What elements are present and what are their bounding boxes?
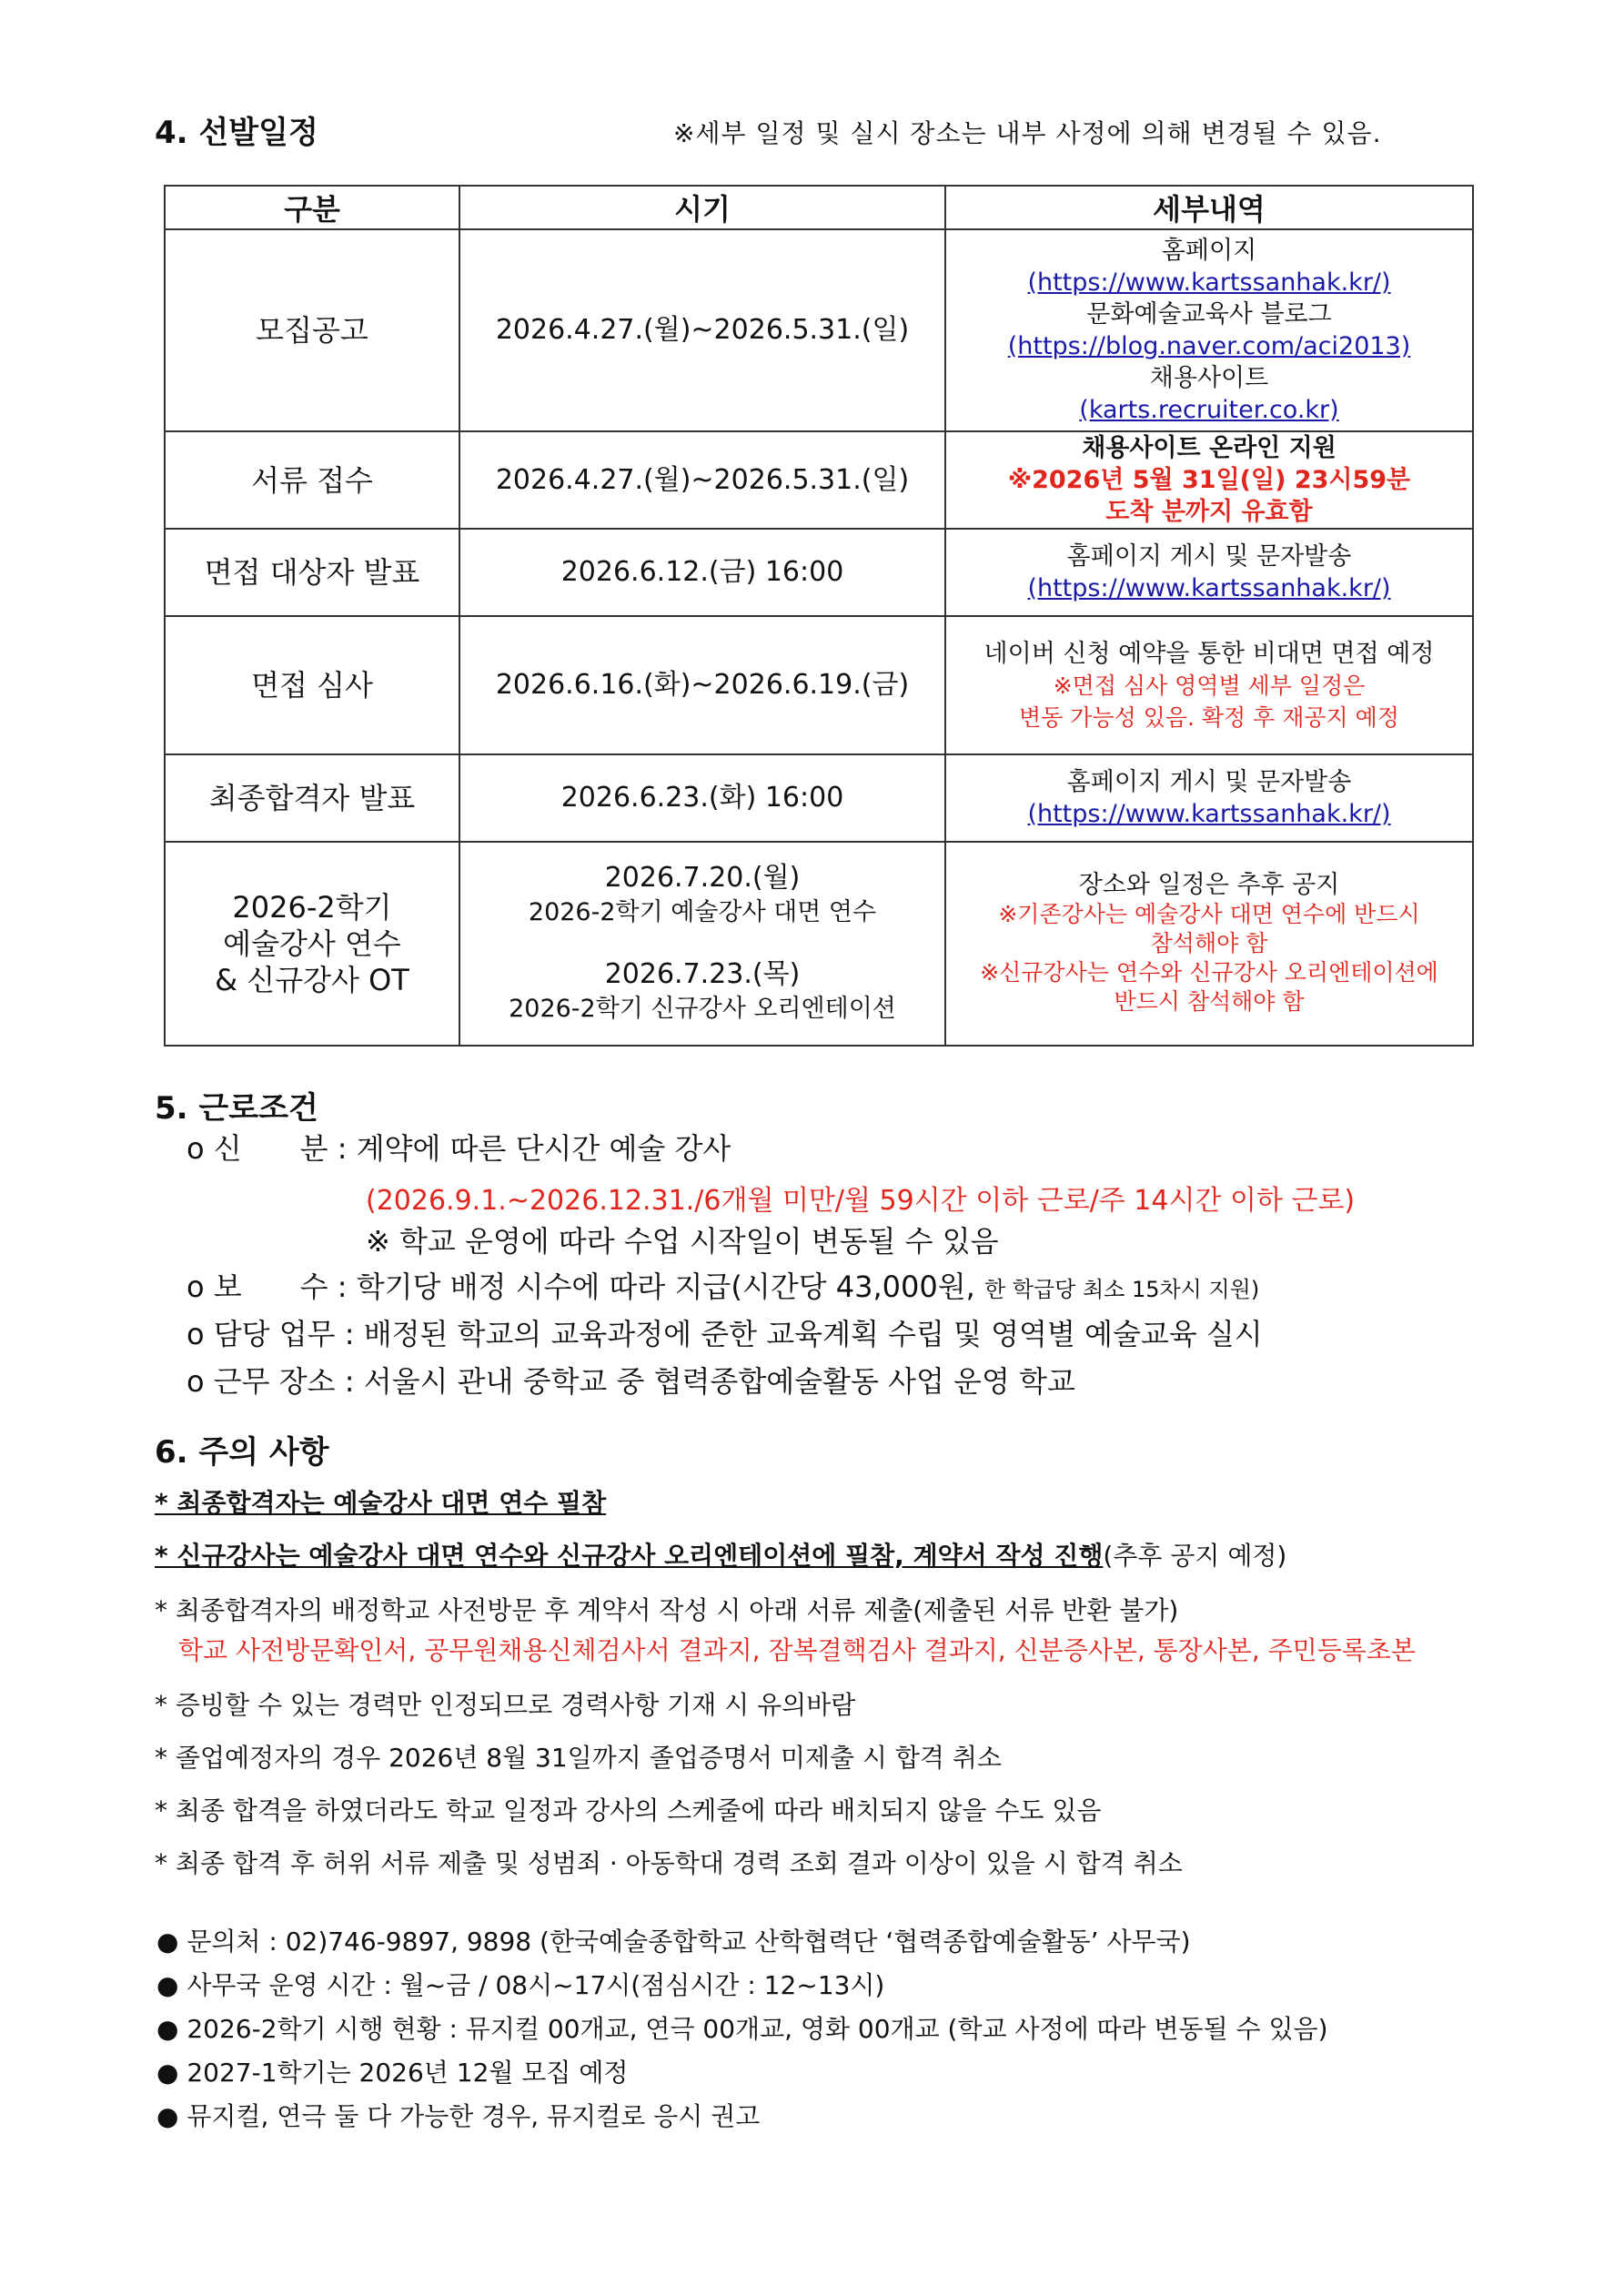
details-line: ※면접 심사 영역별 세부 일정은 [1053,672,1366,699]
details-line: 채용사이트 [1149,364,1269,392]
category-line: 면접 대상자 발표 [204,555,420,590]
details-line: 도착 분까지 유효함 [1105,498,1313,526]
schedule-details [945,431,1473,529]
employment-status-text: 계약에 따른 단시간 예술 강사 [356,1131,731,1166]
details-line: 채용사이트 온라인 지원 [1082,434,1337,462]
contact-info: ● 문의처 : 02)746-9897, 9898 (한국예술종합학교 산학협력단 ‘협력종합예술활동’ 사무국) [156,1927,1191,1957]
schedule-category [165,431,459,529]
employment-status-line [187,1128,731,1168]
category-line: 최종합격자 발표 [208,781,416,815]
period-line: 2026-2학기 신규강사 오리엔테이션 [509,995,896,1023]
category-line: 모집공고 [256,313,368,348]
details-line: ※2026년 5월 31일(일) 23시59분 [1007,466,1411,494]
next-recruitment: ● 2027-1학기는 2026년 12월 모집 예정 [156,2058,629,2088]
schedule-category [165,229,459,431]
category-line: 면접 심사 [251,668,373,703]
schedule-category [165,754,459,842]
workplace-line: o 근무 장소 : 서울시 관내 중학교 중 협력종합예술활동 사업 운영 학교 [187,1364,1075,1399]
section4-title: 4. 선발일정 [155,115,318,151]
details-line: 홈페이지 [1161,237,1257,265]
employment-period: (2026.9.1.~2026.12.31./6개월 미만/월 59시간 이하 근로/주 14시간 이하 근로) [366,1185,1356,1217]
header-category: 구분 [165,186,459,229]
header-period: 시기 [459,186,945,229]
details-line: 문화예술교육사 블로그 [1086,300,1332,329]
pay-text: 학기당 배정 시수에 따라 지급(시간당 43,000원, [356,1269,984,1304]
implementation-status: ● 2026-2학기 시행 현황 : 뮤지컬 00개교, 연극 00개교, 영화 00개교 (학교 사정에 따라 변동될 수 있음) [156,2014,1328,2044]
pay-small-note: 한 학급당 최소 15차시 지원) [983,1277,1260,1302]
period-line: 2026-2학기 예술강사 대면 연수 [528,898,877,926]
schedule-category [165,842,459,1046]
table-row [165,229,1473,431]
schedule-category [165,616,459,754]
schedule-category [165,529,459,616]
office-hours: ● 사무국 운영 시간 : 월~금 / 08시~17시(점심시간 : 12~13시) [156,1970,885,2000]
details-line: 홈페이지 게시 및 문자발송 [1066,542,1352,571]
schedule-table [164,185,1474,1047]
section6-title: 6. 주의 사항 [155,1434,329,1471]
start-date-note: ※ 학교 운영에 따라 수업 시작일이 변동될 수 있음 [366,1224,999,1259]
caution-item-4: * 증빙할 수 있는 경력만 인정되므로 경력사항 기재 시 유의바람 [155,1690,856,1720]
schedule-period [459,529,945,616]
details-link[interactable]: (https://www.kartssanhak.kr/) [1027,268,1391,297]
table-row [165,842,1473,1046]
period-line: 2026.4.27.(월)~2026.5.31.(일) [495,463,910,496]
pay-line [187,1267,1259,1310]
details-link[interactable]: (https://blog.naver.com/aci2013) [1007,332,1411,360]
section5-title: 5. 근로조건 [155,1090,318,1127]
schedule-details [945,229,1473,431]
application-advice: ● 뮤지컬, 연극 둘 다 가능한 경우, 뮤지컬로 응시 권고 [156,2101,761,2131]
period-line: 2026.7.23.(목) [604,958,801,990]
period-line: 2026.4.27.(월)~2026.5.31.(일) [495,314,910,346]
schedule-period [459,754,945,842]
period-line [466,930,939,957]
period-line: 2026.6.23.(화) 16:00 [560,782,844,814]
period-line: 2026.7.20.(월) [604,862,801,894]
details-line: ※기존강사는 예술강사 대면 연수에 반드시 [998,901,1420,927]
schedule-details [945,529,1473,616]
caution-item-2-bold: * 신규강사는 예술강사 대면 연수와 신규강사 오리엔테이션에 필참, 계약서 작성 진행 [155,1541,1104,1571]
employment-status-label: o 신 분 : [187,1131,357,1166]
table-row [165,431,1473,529]
details-link[interactable]: (https://www.kartssanhak.kr/) [1027,574,1391,602]
header-details: 세부내역 [945,186,1473,229]
caution-item-7: * 최종 합격 후 허위 서류 제출 및 성범죄 · 아동학대 경력 조회 결과 이상이 있을 시 합격 취소 [155,1848,1183,1878]
table-row [165,754,1473,842]
caution-item-6: * 최종 합격을 하였더라도 학교 일정과 강사의 스케줄에 따라 배치되지 않을 수도 있음 [155,1795,1102,1826]
details-line: 반드시 참석해야 함 [1114,988,1305,1015]
schedule-period [459,842,945,1046]
caution-item-2-rest: (추후 공지 예정) [1103,1541,1287,1571]
category-line: 2026-2학기 [232,890,392,925]
category-line: 서류 접수 [251,462,373,498]
caution-item-3: * 최종합격자의 배정학교 사전방문 후 계약서 작성 시 아래 서류 제출(제출된 서류 반환 불가) [155,1595,1179,1625]
table-row [165,529,1473,616]
pay-label: o 보 수 : [187,1269,357,1304]
schedule-details [945,754,1473,842]
caution-item-5: * 졸업예정자의 경우 2026년 8월 31일까지 졸업증명서 미제출 시 합격 취소 [155,1743,1002,1773]
schedule-period [459,431,945,529]
schedule-notice: ※세부 일정 및 실시 장소는 내부 사정에 의해 변경될 수 있음. [673,118,1382,148]
details-line: 변동 가능성 있음. 확정 후 재공지 예정 [1019,703,1399,731]
details-line: 네이버 신청 예약을 통한 비대면 면접 예정 [983,639,1435,668]
period-line: 2026.6.12.(금) 16:00 [560,556,844,588]
table-row [165,616,1473,754]
details-line: 홈페이지 게시 및 문자발송 [1066,768,1352,796]
period-line: 2026.6.16.(화)~2026.6.19.(금) [495,669,910,701]
schedule-period [459,616,945,754]
caution-item-1: * 최종합격자는 예술강사 대면 연수 필참 [155,1488,607,1518]
caution-item-2 [155,1536,1286,1573]
details-link[interactable]: (karts.recruiter.co.kr) [1079,396,1339,424]
category-line: 예술강사 연수 [223,926,401,961]
details-line: 참석해야 함 [1150,930,1268,956]
category-line: & 신규강사 OT [215,963,409,997]
duty-line: o 담당 업무 : 배정된 학교의 교육과정에 준한 교육계획 수립 및 영역별 예술교육 실시 [187,1317,1263,1351]
required-documents: 학교 사전방문확인서, 공무원채용신체검사서 결과지, 잠복결핵검사 결과지, 신분증사본, 통장사본, 주민등록초본 [178,1635,1416,1665]
details-line: ※신규강사는 연수와 신규강사 오리엔테이션에 [980,959,1438,986]
schedule-details [945,616,1473,754]
schedule-period [459,229,945,431]
schedule-details [945,842,1473,1046]
table-header-row [165,186,1473,229]
details-link[interactable]: (https://www.kartssanhak.kr/) [1027,800,1391,828]
details-line: 장소와 일정은 추후 공지 [1078,871,1340,899]
